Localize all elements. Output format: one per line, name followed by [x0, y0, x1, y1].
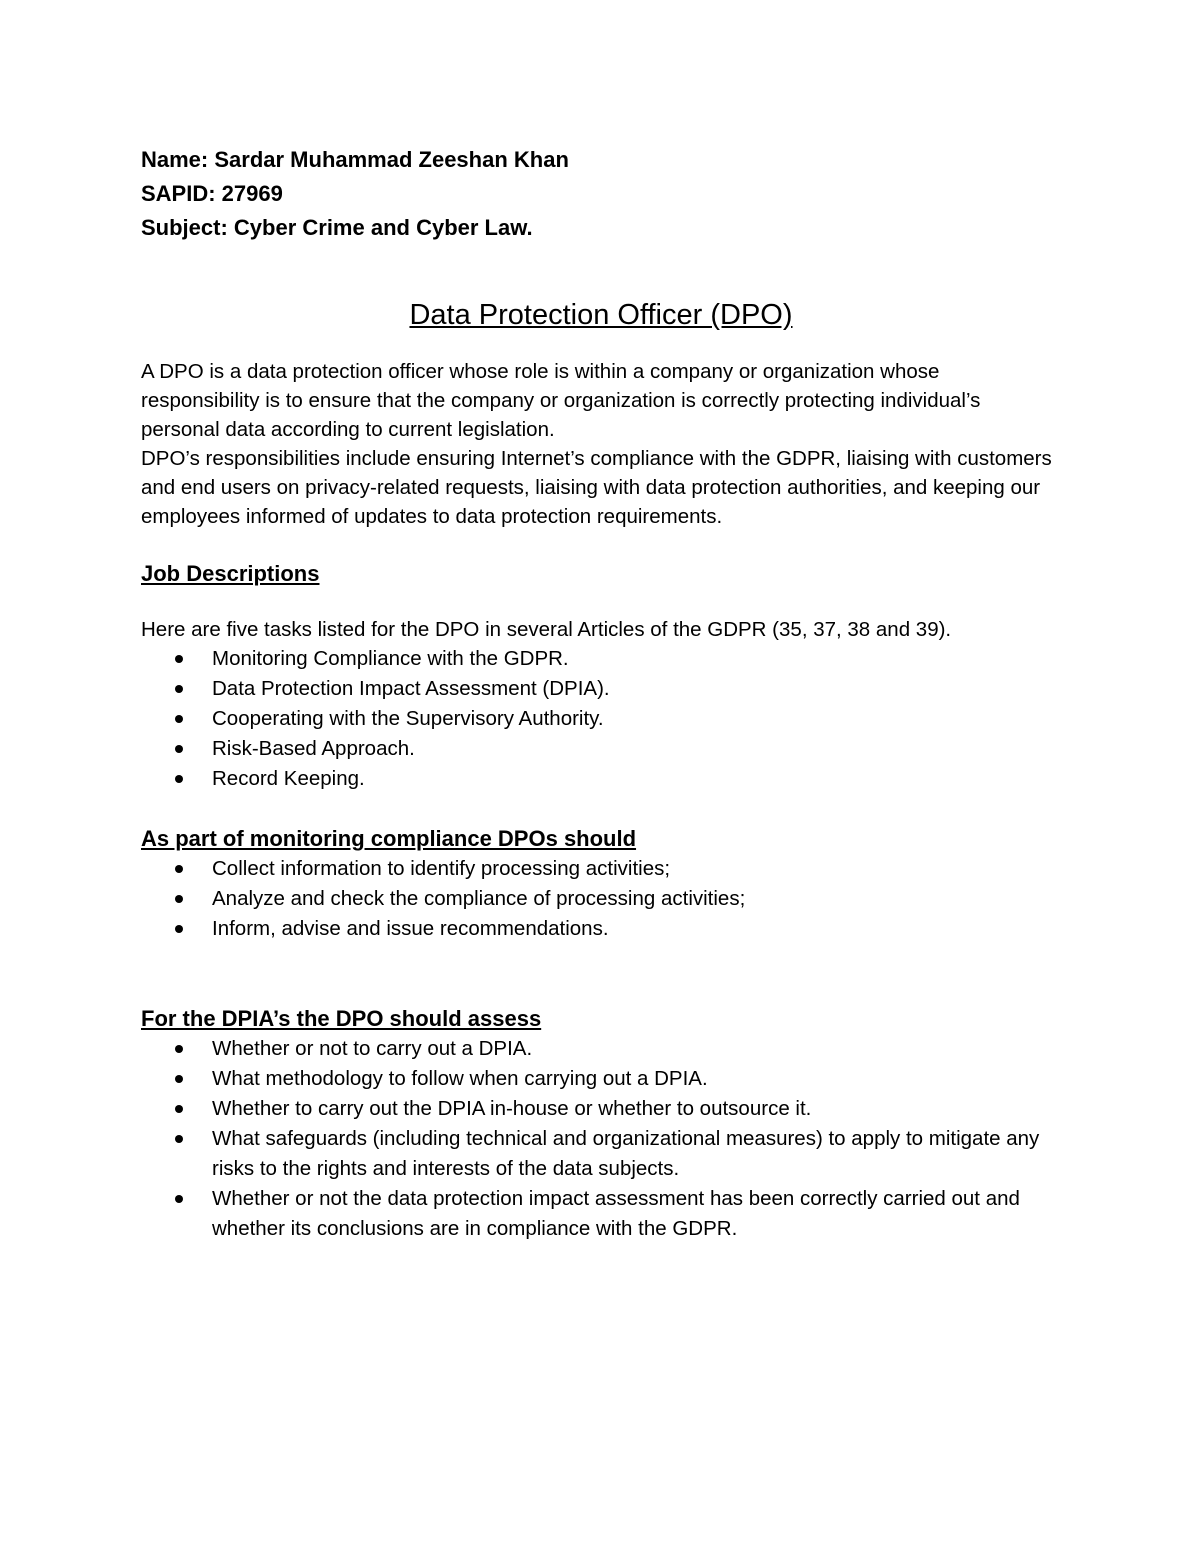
- bullet-icon: [175, 715, 183, 723]
- list-item: [141, 1184, 1061, 1244]
- bullet-icon: [175, 1105, 183, 1113]
- list-item-text: What methodology to follow when carrying out a DPIA.: [212, 1067, 708, 1090]
- list-item-text: Record Keeping.: [212, 767, 365, 790]
- list-item-text: Collect information to identify processing activities;: [212, 857, 671, 880]
- student-name: Name: Sardar Muhammad Zeeshan Khan: [141, 147, 569, 172]
- list-item: [141, 1094, 1061, 1124]
- intro-section: [141, 357, 1061, 531]
- list-item-text: Risk-Based Approach.: [212, 737, 415, 760]
- subject-line: Subject: Cyber Crime and Cyber Law.: [141, 215, 533, 240]
- document-content: [141, 143, 1061, 1244]
- list-item: [141, 884, 1061, 914]
- list-item-text: Whether or not the data protection impact assessment has been correctly carried out and whether its conclusions are in compliance with the GDPR.: [212, 1187, 1020, 1240]
- tasks-list: [141, 644, 1061, 794]
- bullet-icon: [175, 1195, 183, 1203]
- list-item: [141, 734, 1061, 764]
- document-title: Data Protection Officer (DPO): [409, 299, 793, 331]
- list-item: [141, 1064, 1061, 1094]
- monitoring-heading: As part of monitoring compliance DPOs should: [141, 826, 637, 851]
- student-sapid: SAPID: 27969: [141, 181, 283, 206]
- list-item: [141, 674, 1061, 704]
- job-descriptions-lead: Here are five tasks listed for the DPO in several Articles of the GDPR (35, 37, 38 and 39).: [141, 618, 952, 641]
- list-item: [141, 914, 1061, 944]
- intro-paragraph: DPO’s responsibilities include ensuring Internet’s compliance with the GDPR, liaising with customers and end users on privacy-related requests, liaising with data protection authorities, and keeping our employees informed of updates to data protection requirements.: [141, 447, 1052, 528]
- intro-paragraph: A DPO is a data protection officer whose role is within a company or organization whose responsibility is to ensure that the company or organization is correctly protecting individual’s personal data according to current legislation.: [141, 360, 981, 441]
- dpia-heading: For the DPIA’s the DPO should assess: [141, 1006, 542, 1031]
- bullet-icon: [175, 1045, 183, 1053]
- dpia-list: [141, 1034, 1061, 1244]
- bullet-icon: [175, 925, 183, 933]
- bullet-icon: [175, 655, 183, 663]
- list-item: [141, 854, 1061, 884]
- list-item-text: Whether or not to carry out a DPIA.: [212, 1037, 533, 1060]
- monitoring-list: [141, 854, 1061, 944]
- list-item-text: Inform, advise and issue recommendations.: [212, 917, 609, 940]
- list-item: [141, 1124, 1061, 1184]
- bullet-icon: [175, 775, 183, 783]
- list-item-text: Whether to carry out the DPIA in-house or whether to outsource it.: [212, 1097, 812, 1120]
- list-item-text: Data Protection Impact Assessment (DPIA).: [212, 677, 610, 700]
- list-item: [141, 764, 1061, 794]
- bullet-icon: [175, 685, 183, 693]
- bullet-icon: [175, 1135, 183, 1143]
- list-item: [141, 644, 1061, 674]
- list-item-text: What safeguards (including technical and organizational measures) to apply to mitigate any risks to the rights and interests of the data subjects.: [212, 1127, 1040, 1180]
- list-item-text: Monitoring Compliance with the GDPR.: [212, 647, 569, 670]
- bullet-icon: [175, 865, 183, 873]
- job-descriptions-heading: Job Descriptions: [141, 561, 320, 586]
- list-item-text: Cooperating with the Supervisory Authority.: [212, 707, 604, 730]
- list-item: [141, 1034, 1061, 1064]
- bullet-icon: [175, 745, 183, 753]
- list-item: [141, 704, 1061, 734]
- bullet-icon: [175, 1075, 183, 1083]
- list-item-text: Analyze and check the compliance of processing activities;: [212, 887, 746, 910]
- bullet-icon: [175, 895, 183, 903]
